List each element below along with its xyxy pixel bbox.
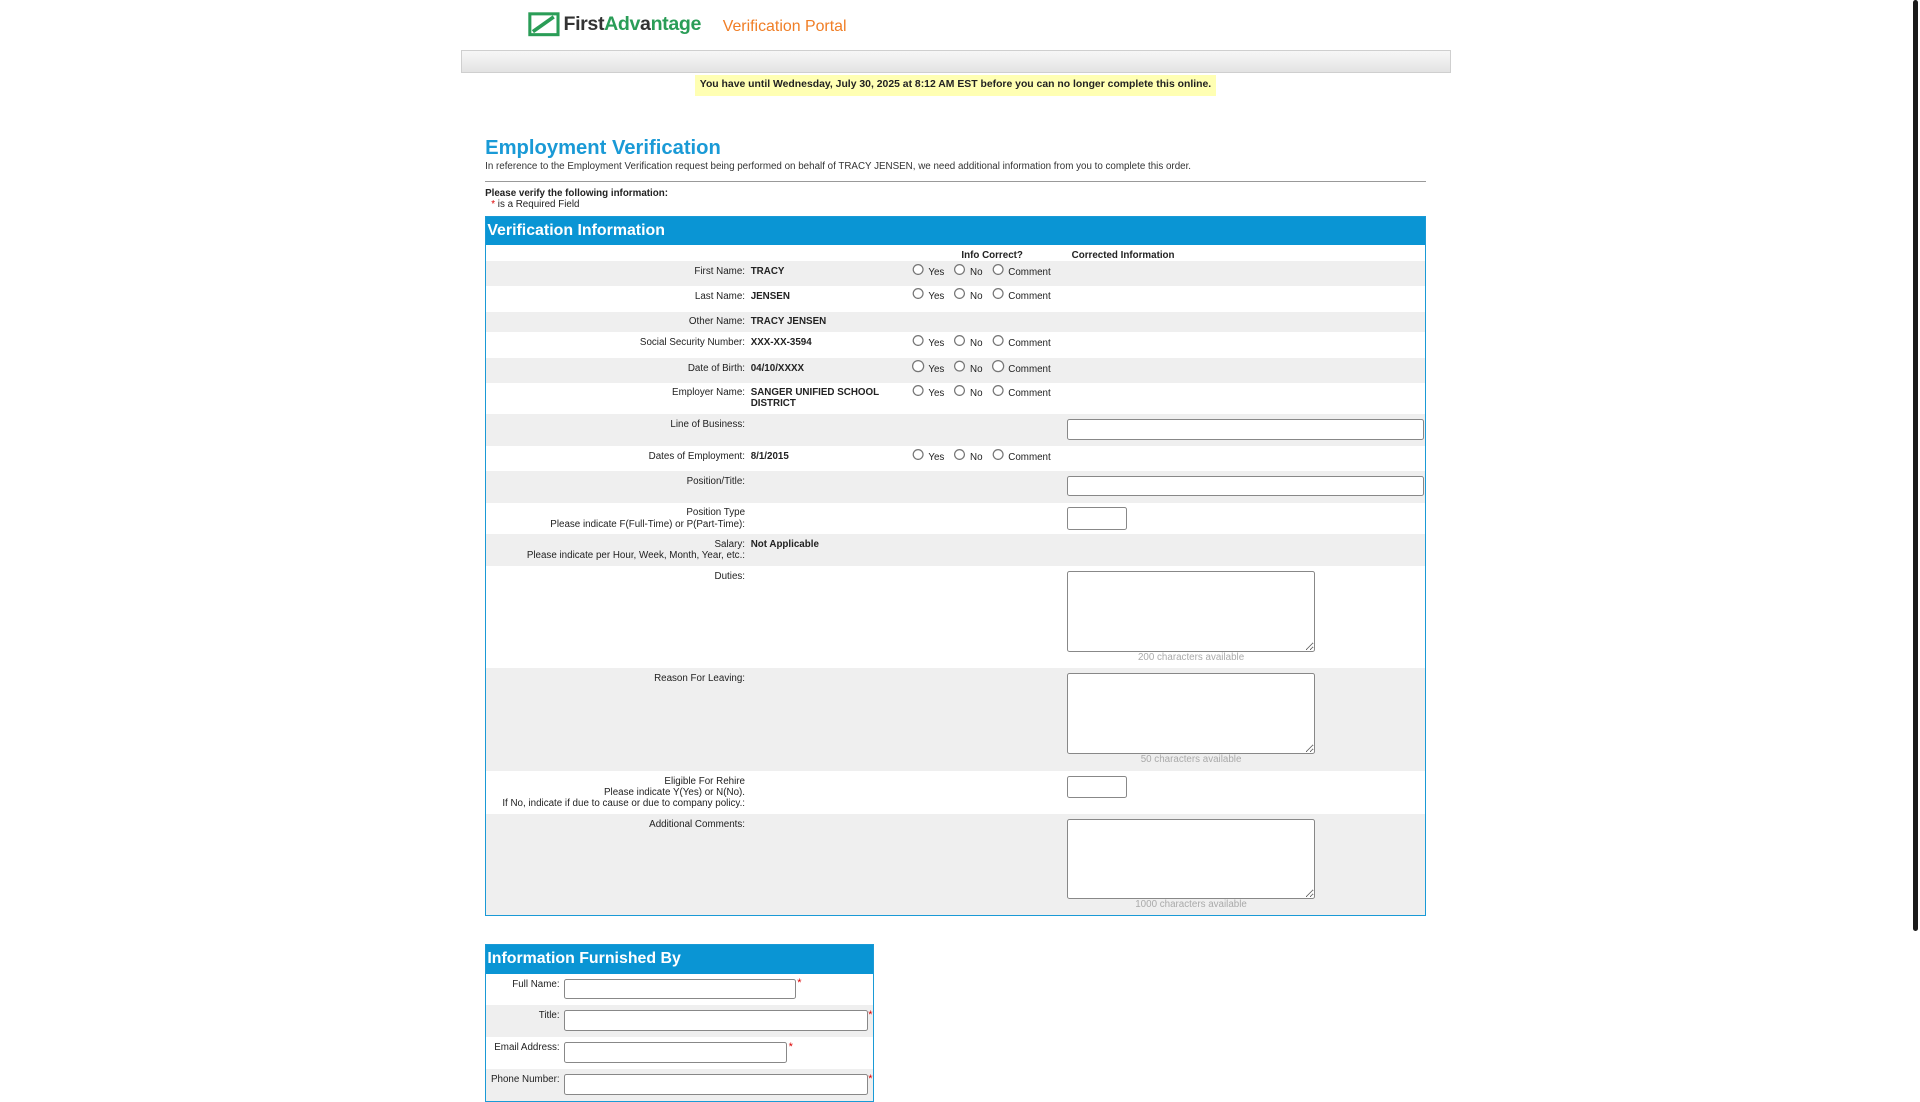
employer-radios: [912, 385, 1060, 400]
position-type-input[interactable]: [1067, 507, 1127, 529]
other-name-row: [486, 312, 1425, 333]
ssn-no[interactable]: No: [954, 335, 982, 347]
position-row: [486, 471, 1425, 503]
ssn-label: Social Security Number:: [639, 337, 746, 349]
last-name-radios: [912, 288, 1060, 303]
dob-comment-radio[interactable]: [992, 360, 1004, 372]
scrollbar-thumb[interactable]: [1913, 0, 1918, 931]
reason-label: Reason For Leaving:: [654, 672, 746, 684]
doe-comment[interactable]: Comment: [992, 449, 1050, 461]
title-row: [486, 1005, 873, 1037]
email-required-star: *: [788, 1040, 793, 1053]
position-label: Position/Title:: [686, 475, 746, 487]
first-name-yes-radio[interactable]: [912, 264, 924, 276]
corrected-info-header: Corrected Information: [1071, 250, 1175, 262]
full-name-required-star: *: [797, 977, 802, 990]
dob-radios: [912, 360, 1060, 375]
other-name-label: Other Name:: [688, 316, 746, 328]
logo-mark-icon: [528, 12, 560, 37]
dob-yes-radio[interactable]: [912, 360, 924, 372]
reason-row: [486, 668, 1425, 771]
info-correct-header: Info Correct?: [961, 250, 1023, 262]
first-name-label: First Name:: [694, 266, 746, 278]
ssn-comment-radio[interactable]: [992, 335, 1004, 347]
reason-char-count: 50 characters available: [1140, 753, 1242, 765]
deadline-notice: You have until Wednesday, July 30, 2025 at 8:12 AM EST before you can no longer complete this online.: [695, 75, 1217, 96]
furnished-panel: [485, 944, 874, 1102]
last-name-no[interactable]: No: [954, 288, 982, 300]
nav-bar: [461, 50, 1452, 73]
dob-label: Date of Birth:: [687, 362, 746, 374]
full-name-row: [486, 974, 873, 1006]
ssn-radios: [912, 335, 1060, 347]
reason-textarea[interactable]: [1067, 673, 1316, 754]
first-name-row: [486, 261, 1425, 286]
required-star: *: [491, 199, 496, 211]
doe-yes[interactable]: Yes: [912, 449, 944, 461]
phone-input[interactable]: [564, 1074, 868, 1095]
lob-label: Line of Business:: [670, 419, 746, 431]
phone-required-star: *: [868, 1072, 873, 1085]
doe-radios: [912, 449, 1060, 461]
salary-value: Not Applicable: [750, 539, 819, 551]
divider: [485, 181, 1426, 182]
email-label: Email Address:: [494, 1042, 560, 1054]
verification-panel-title: Verification Information: [486, 217, 1425, 245]
email-input[interactable]: [564, 1042, 787, 1063]
column-headers: [486, 245, 1425, 261]
position-type-label: Position Type Please indicate F(Full-Time) or P(Part-Time):: [550, 507, 746, 530]
first-name-no-radio[interactable]: [954, 264, 966, 276]
first-name-no[interactable]: No: [954, 264, 982, 276]
employer-yes-radio[interactable]: [912, 385, 924, 397]
ssn-row: [486, 332, 1425, 358]
last-name-no-radio[interactable]: [954, 288, 966, 300]
duties-textarea[interactable]: [1067, 571, 1316, 652]
dob-comment[interactable]: Comment: [992, 360, 1050, 372]
ssn-yes-radio[interactable]: [912, 335, 924, 347]
logo-text: FirstAdvantage: [563, 13, 701, 35]
main-content: [485, 137, 1426, 916]
employer-no-radio[interactable]: [954, 385, 966, 397]
doe-no[interactable]: No: [954, 449, 982, 461]
last-name-comment-radio[interactable]: [992, 288, 1004, 300]
first-name-comment-radio[interactable]: [992, 264, 1004, 276]
duties-char-count: 200 characters available: [1137, 652, 1245, 664]
portal-title: Verification Portal: [722, 18, 847, 36]
first-name-radios: [912, 264, 1060, 276]
employer-comment[interactable]: Comment: [992, 385, 1050, 397]
lob-row: [486, 414, 1425, 446]
verification-panel: [485, 216, 1426, 916]
employer-value: SANGER UNIFIED SCHOOL DISTRICT: [750, 387, 879, 410]
title-input[interactable]: [564, 1010, 868, 1031]
other-name-value: TRACY JENSEN: [750, 316, 827, 328]
first-name-yes[interactable]: Yes: [912, 264, 944, 276]
rehire-input[interactable]: [1067, 776, 1127, 798]
comments-textarea[interactable]: [1067, 819, 1316, 900]
phone-label: Phone Number:: [490, 1074, 560, 1086]
last-name-label: Last Name:: [694, 290, 746, 302]
phone-row: [486, 1069, 873, 1101]
position-type-row: [486, 503, 1425, 535]
first-name-comment[interactable]: Comment: [992, 264, 1050, 276]
dob-no-radio[interactable]: [954, 360, 966, 372]
doe-row: [486, 446, 1425, 471]
first-advantage-logo[interactable]: [528, 12, 701, 37]
employer-no[interactable]: No: [954, 385, 982, 397]
dob-yes[interactable]: Yes: [912, 360, 944, 372]
employer-yes[interactable]: Yes: [912, 385, 944, 397]
duties-label: Duties:: [714, 571, 746, 583]
employer-label: Employer Name:: [672, 387, 746, 399]
ssn-no-radio[interactable]: [954, 335, 966, 347]
first-name-value: TRACY: [750, 266, 785, 278]
position-input[interactable]: [1067, 476, 1425, 497]
employer-row: [486, 383, 1425, 415]
last-name-row: [486, 286, 1425, 312]
intro-text: In reference to the Employment Verification request being performed on behalf of TRACY JENSEN, we need additional information from you to complete this order.: [485, 161, 1192, 173]
page-title: Employment Verification: [485, 137, 721, 160]
comments-char-count: 1000 characters available: [1135, 899, 1247, 911]
doe-label: Dates of Employment:: [648, 451, 746, 463]
title-required-star: *: [868, 1009, 873, 1022]
salary-label: Salary: Please indicate per Hour, Week, Month, Year, etc.:: [526, 539, 746, 562]
dob-row: [486, 358, 1425, 383]
lob-input[interactable]: [1067, 419, 1425, 440]
full-name-label: Full Name:: [512, 978, 560, 990]
duties-row: [486, 566, 1425, 668]
verify-label: Please verify the following information:: [485, 188, 668, 200]
rehire-label: Eligible For Rehire Please indicate Y(Yes) or N(No). If No, indicate if due to cause or due to company policy.:: [502, 775, 746, 809]
doe-yes-radio[interactable]: [912, 449, 924, 461]
comments-label: Additional Comments:: [649, 818, 746, 830]
doe-value: 8/1/2015: [750, 451, 789, 463]
required-note: * is a Required Field: [491, 199, 580, 211]
dob-value: 04/10/XXXX: [750, 362, 805, 374]
ssn-comment[interactable]: Comment: [992, 335, 1050, 347]
doe-no-radio[interactable]: [954, 449, 966, 461]
title-label: Title:: [538, 1010, 560, 1022]
furnished-panel-title: Information Furnished By: [486, 945, 873, 973]
dob-no[interactable]: No: [954, 360, 982, 372]
salary-row: [486, 534, 1425, 566]
ssn-value: XXX-XX-3594: [750, 337, 812, 349]
last-name-yes[interactable]: Yes: [912, 288, 944, 300]
ssn-yes[interactable]: Yes: [912, 335, 944, 347]
comments-row: [486, 814, 1425, 916]
last-name-comment[interactable]: Comment: [992, 288, 1050, 300]
email-row: [486, 1037, 873, 1069]
employer-comment-radio[interactable]: [992, 385, 1004, 397]
full-name-input[interactable]: [564, 979, 796, 1000]
last-name-value: JENSEN: [750, 290, 790, 302]
rehire-row: [486, 771, 1425, 814]
last-name-yes-radio[interactable]: [912, 288, 924, 300]
doe-comment-radio[interactable]: [992, 449, 1004, 461]
